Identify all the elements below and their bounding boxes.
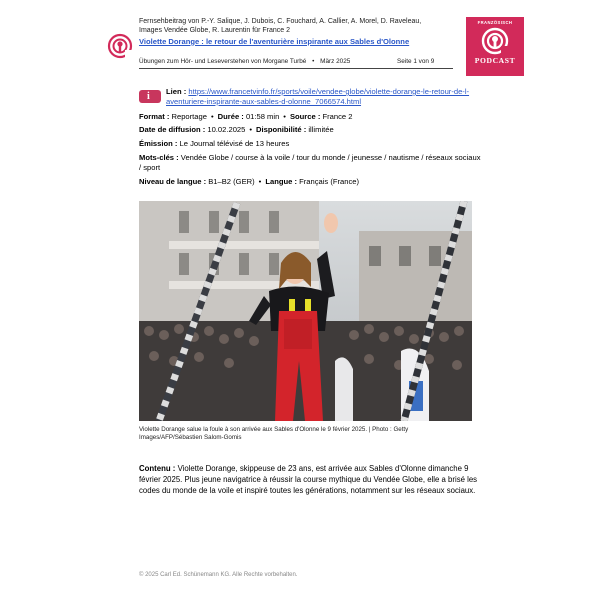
language-value: Français (France) (299, 177, 360, 186)
info-icon-letter: i (147, 91, 150, 102)
page-title[interactable]: Violette Dorange : le retour de l'aventurière inspirante aux Sables d'Olonne (139, 36, 410, 46)
content-label: Contenu : (139, 464, 176, 473)
format-label: Format : (139, 112, 170, 121)
source-label: Source : (289, 112, 321, 121)
link-block (166, 87, 486, 107)
podcast-icon (107, 33, 133, 59)
podcast-logo-brand: FRANZÖSISCH (477, 20, 513, 25)
header-subtitle: Übungen zum Hör- und Leseverstehen von Morgane Turbé (139, 58, 307, 65)
header-divider (139, 68, 453, 69)
article-photo (139, 201, 472, 421)
info-icon (139, 90, 161, 103)
podcast-logo-label: PODCAST (474, 56, 516, 65)
header-credits (139, 17, 449, 46)
header-date: März 2025 (320, 58, 351, 65)
dispo-label: Disponibilité : (256, 125, 307, 134)
format-row: Format : Reportage • Durée : 01:58 min • Source : France 2 (139, 112, 353, 121)
photo-illustration (139, 201, 472, 421)
header-meta (139, 58, 449, 65)
duree-label: Durée : (217, 112, 244, 121)
credits-line-1: Fernsehbeitrag von P.-Y. Salique, J. Dubois, C. Fouchard, A. Callier, A. Morel, D. Raveleau, (139, 18, 422, 25)
keywords-label: Mots-clés : (139, 153, 179, 162)
podcast-logo (466, 17, 524, 76)
format-value: Reportage (171, 112, 207, 121)
dispo-value: illimitée (308, 125, 334, 134)
emission-label: Émission : (139, 139, 178, 148)
content-block (139, 464, 484, 496)
link-label: Lien : (166, 87, 187, 96)
content-text: Violette Dorange, skippeuse de 23 ans, est arrivée aux Sables d'Olonne dimanche 9 février 2025. Plus jeune navigatrice à réussir la course mythique du Vendée Globe, elle a brisé les codes du monde de la voile et inspiré toutes les générations, notamment sur les réseaux sociaux. (139, 464, 478, 495)
level-label: Niveau de langue : (139, 177, 207, 186)
source-link-cont[interactable]: aventuriere-inspirante-aux-sables-d-olonne_7066574.html (166, 97, 362, 106)
source-link[interactable]: https://www.francetvinfo.fr/sports/voile/vendee-globe/violette-dorange-le-retour-de-l- (188, 87, 470, 96)
language-label: Langue : (265, 177, 297, 186)
diffusion-row: Date de diffusion : 10.02.2025 • Disponibilité : illimitée (139, 125, 334, 134)
credits-line-2: Images Vendée Globe, R. Laurentin für France 2 (139, 27, 290, 35)
diffusion-value: 10.02.2025 (207, 125, 246, 134)
source-value: France 2 (322, 112, 353, 121)
photo-caption: Violette Dorange salue la foule à son arrivée aux Sables d'Olonne le 9 février 2025. | Photo : Getty Images/AFP/Sébastien Salom-Gomis (139, 426, 409, 442)
level-value: B1–B2 (GER) (208, 177, 255, 186)
emission-row (139, 139, 484, 149)
level-row: Niveau de langue : B1–B2 (GER) • Langue : Français (France) (139, 177, 360, 186)
keywords-row (139, 153, 484, 173)
podcast-logo-icon (481, 27, 509, 55)
footer-copyright: © 2025 Carl Ed. Schünemann KG. Alle Rechte vorbehalten. (139, 572, 298, 578)
keywords-value: Vendée Globe / course à la voile / tour du monde / jeunesse / nautisme / réseaux sociaux / sport (139, 153, 481, 172)
page-number: Seite 1 von 9 (397, 58, 435, 65)
emission-value: Le Journal télévisé de 13 heures (179, 139, 290, 148)
diffusion-label: Date de diffusion : (139, 125, 206, 134)
duree-value: 01:58 min (245, 112, 280, 121)
bullet-separator: • (312, 58, 315, 65)
